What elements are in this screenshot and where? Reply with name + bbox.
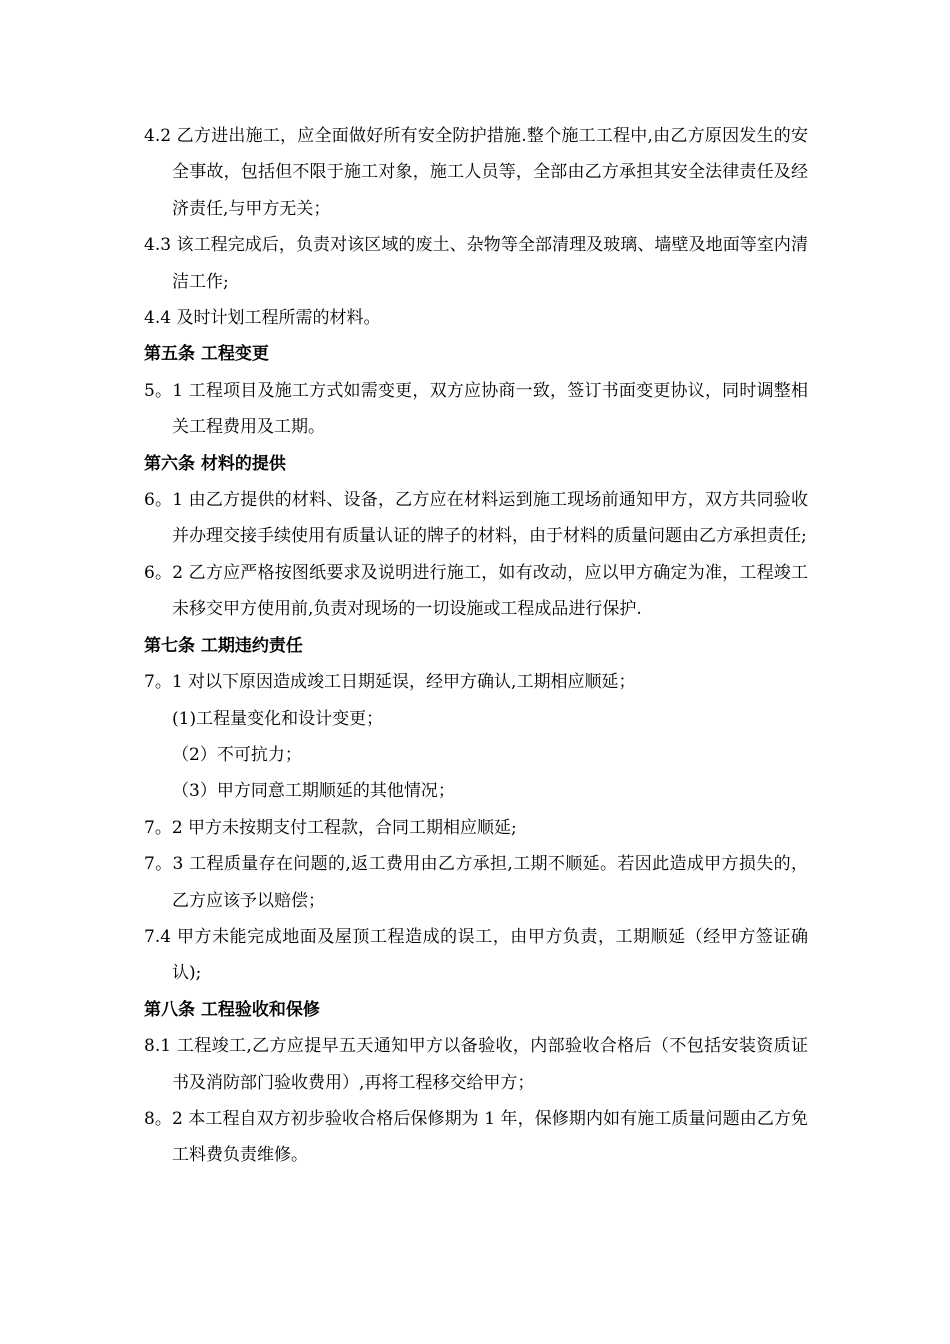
clause-7-2: 7。2 甲方未按期支付工程款，合同工期相应顺延; [144, 817, 517, 838]
clause-6-2: 6。2 乙方应严格按图纸要求及说明进行施工，如有改动，应以甲方确定为准，工程竣工未移交甲方使用前,负责对现场的一切设施或工程成品进行保护. [144, 562, 808, 620]
document-body [144, 118, 808, 1174]
clause-7-1-item-3: （3）甲方同意工期顺延的其他情况； [172, 781, 455, 802]
clause-7-1: 7。1 对以下原因造成竣工日期延误，经甲方确认,工期相应顺延； [144, 672, 636, 693]
article-5-heading: 第五条 工程变更 [144, 344, 269, 365]
clause-7-3: 7。3 工程质量存在问题的,返工费用由乙方承担,工期不顺延。若因此造成甲方损失的，乙方应该予以赔偿； [144, 854, 808, 911]
clause-4-4: 4.4 及时计划工程所需的材料。 [144, 308, 381, 329]
clause-7-1-item-2: （2）不可抗力； [172, 744, 302, 765]
clause-7-4: 7.4 甲方未能完成地面及屋顶工程造成的误工，由甲方负责，工期顺延（经甲方签证确认); [144, 926, 808, 984]
clause-7-1-item-1: (1)工程量变化和设计变更； [172, 708, 384, 729]
clause-8-1: 8.1 工程竣工,乙方应提早五天通知甲方以备验收，内部验收合格后（不包括安装资质证书及消防部门验收费用）,再将工程移交给甲方； [144, 1036, 808, 1093]
clause-6-1: 6。1 由乙方提供的材料、设备，乙方应在材料运到施工现场前通知甲方，双方共同验收并办理交接手续使用有质量认证的牌子的材料，由于材料的质量问题由乙方承担责任; [144, 490, 808, 547]
clause-4-3: 4.3 该工程完成后，负责对该区域的废土、杂物等全部清理及玻璃、墙壁及地面等室内清洁工作; [144, 235, 808, 292]
clause-4-2: 4.2 乙方进出施工，应全面做好所有安全防护措施.整个施工工程中,由乙方原因发生的安全事故，包括但不限于施工对象，施工人员等，全部由乙方承担其安全法律责任及经济责任,与甲方无关； [144, 126, 808, 219]
article-7-heading: 第七条 工期违约责任 [144, 635, 303, 656]
article-6-heading: 第六条 材料的提供 [144, 453, 286, 474]
clause-5-1: 5。1 工程项目及施工方式如需变更，双方应协商一致，签订书面变更协议，同时调整相关工程费用及工期。 [144, 380, 808, 438]
clause-8-2: 8。2 本工程自双方初步验收合格后保修期为 1 年，保修期内如有施工质量问题由乙方免工料费负责维修。 [144, 1108, 808, 1166]
article-8-heading: 第八条 工程验收和保修 [144, 999, 320, 1020]
